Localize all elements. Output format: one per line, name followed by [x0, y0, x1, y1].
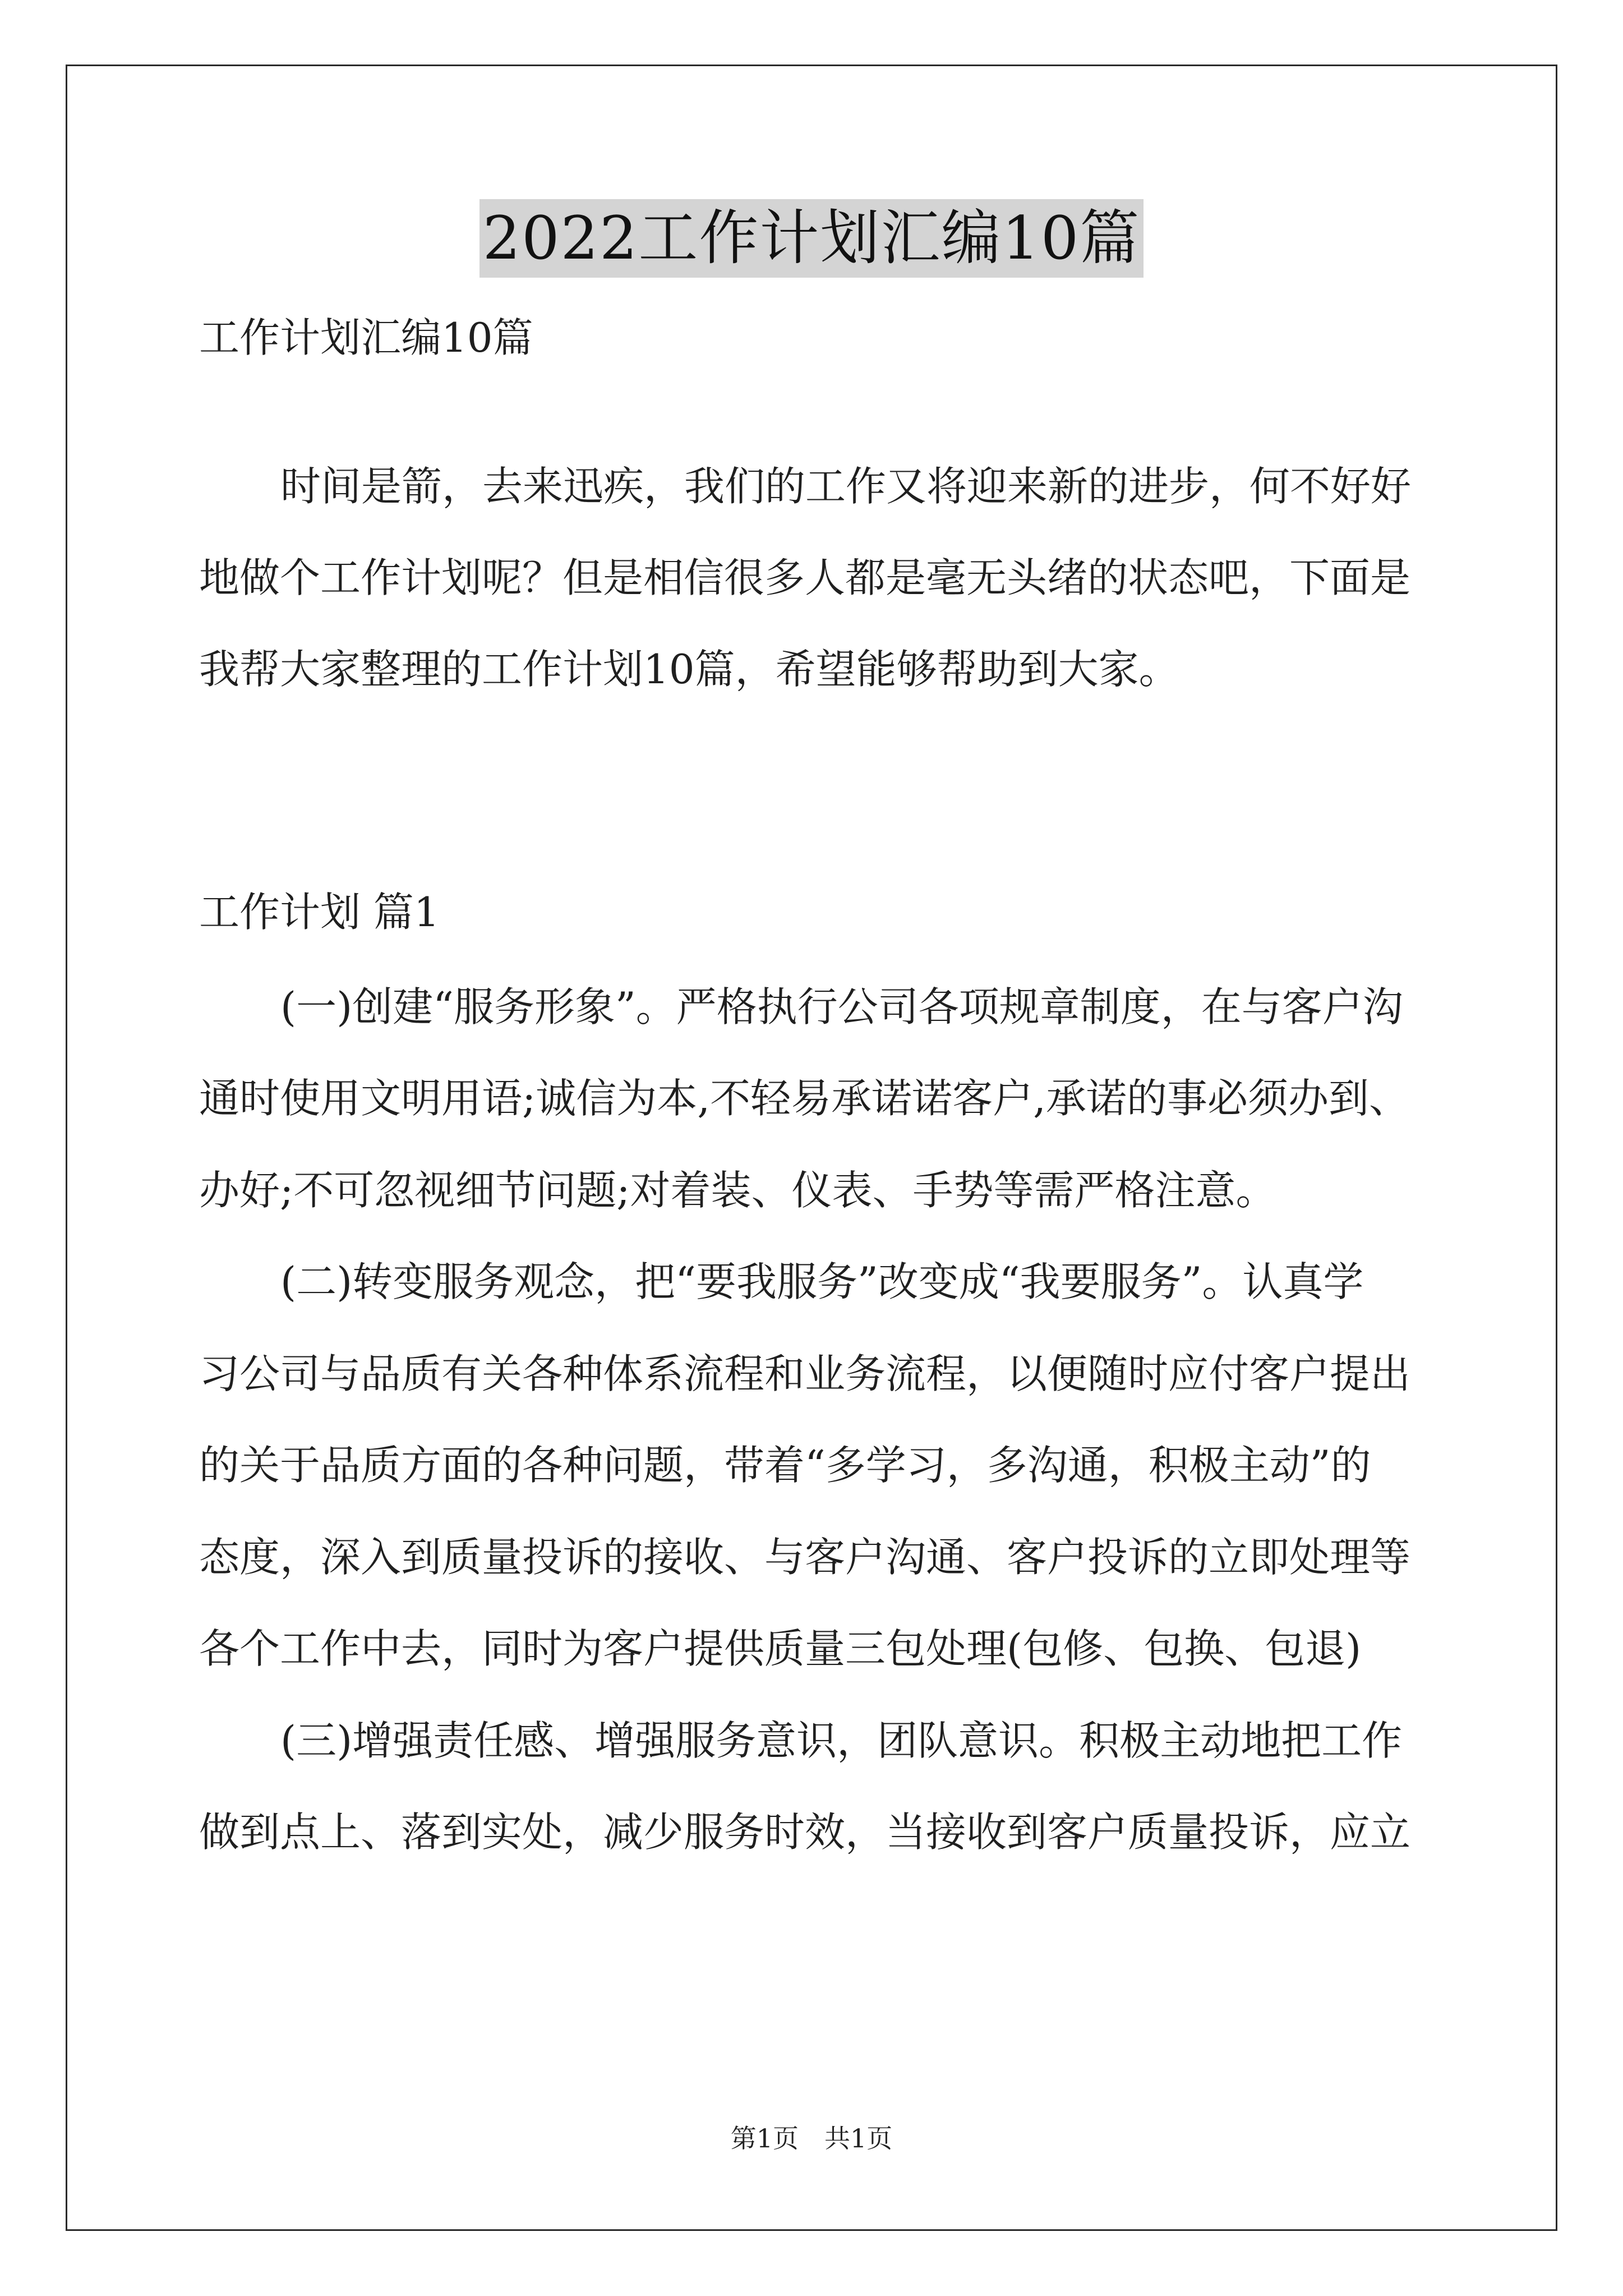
- paragraph-line: 的关于品质方面的各种问题，带着“多学习，多沟通，积极主动”的: [199, 1442, 1371, 1489]
- paragraph-line: 通时使用文明用语;诚信为本,不轻易承诺诺客户,承诺的事必须办到、: [199, 1075, 1410, 1122]
- paragraph-line: (三)增强责任感、增强服务意识，团队意识。积极主动地把工作: [280, 1717, 1403, 1764]
- paragraph-line: (一)创建“服务形象”。严格执行公司各项规章制度，在与客户沟: [280, 983, 1403, 1030]
- paragraph-line: 做到点上、落到实处，减少服务时效，当接收到客户质量投诉，应立: [199, 1809, 1411, 1856]
- title-container: [0, 199, 1623, 278]
- document-subtitle: 工作计划汇编10篇: [199, 314, 533, 361]
- document-title: 2022工作计划汇编10篇: [479, 199, 1144, 278]
- paragraph-line: 态度，深入到质量投诉的接收、与客户沟通、客户投诉的立即处理等: [199, 1534, 1411, 1581]
- paragraph-line: 各个工作中去，同时为客户提供质量三包处理(包修、包换、包退): [199, 1625, 1362, 1672]
- paragraph-line: 办好;不可忽视细节问题;对着装、仪表、手势等需严格注意。: [199, 1167, 1276, 1214]
- intro-line: 我帮大家整理的工作计划10篇，希望能够帮助到大家。: [199, 646, 1179, 693]
- section-heading: 工作计划 篇1: [199, 889, 440, 936]
- intro-line: 地做个工作计划呢？但是相信很多人都是毫无头绪的状态吧，下面是: [199, 554, 1411, 601]
- page-frame: [66, 65, 1557, 2231]
- paragraph-line: 习公司与品质有关各种体系流程和业务流程，以便随时应付客户提出: [199, 1350, 1411, 1397]
- paragraph-line: (二)转变服务观念，把“要我服务”改变成“我要服务”。认真学: [280, 1258, 1364, 1305]
- page-footer: 第1页 共1页: [730, 2123, 893, 2154]
- intro-line: 时间是箭，去来迅疾，我们的工作又将迎来新的进步，何不好好: [280, 463, 1412, 510]
